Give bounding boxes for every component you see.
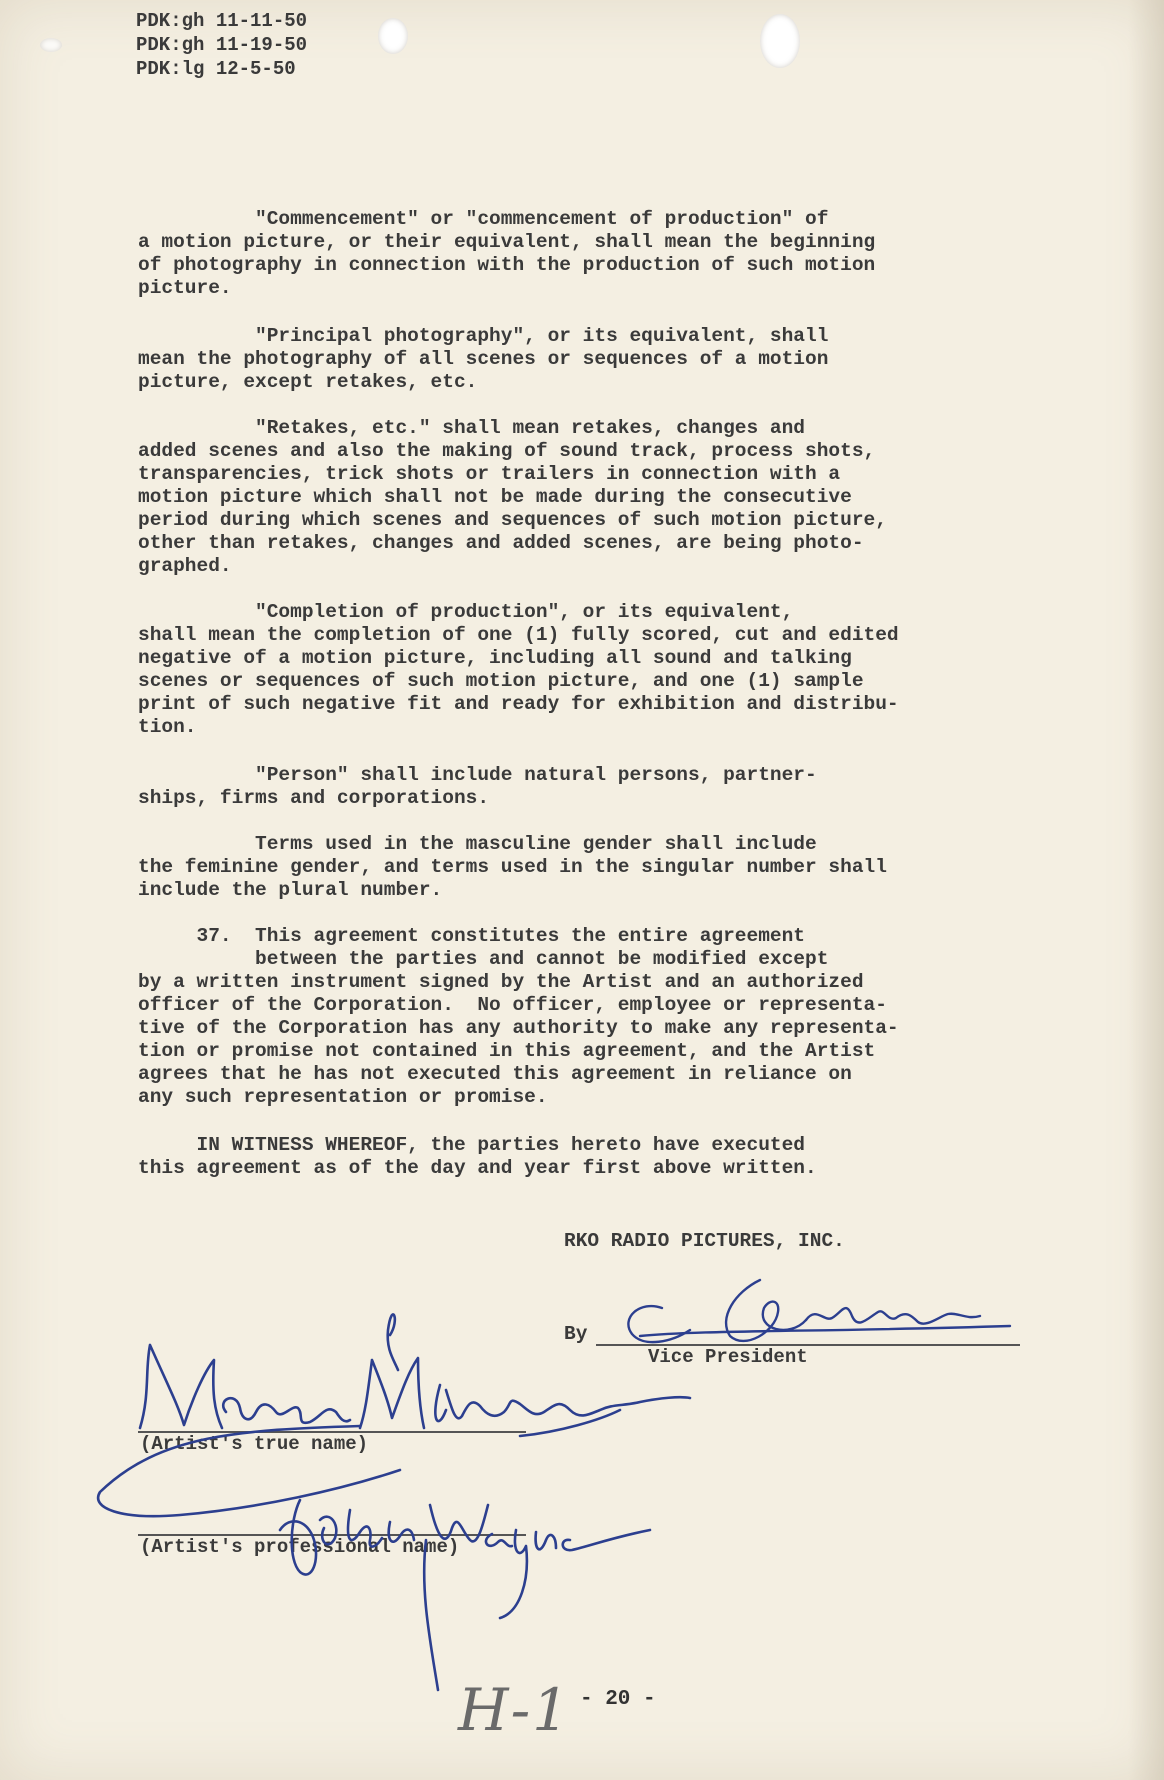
typist-reference-1: PDK:gh 11-11-50 (136, 10, 308, 32)
text-line: print of such negative fit and ready for exhibition and distribu- (138, 693, 899, 715)
typist-reference-3: PDK:lg 12-5-50 (136, 58, 296, 80)
text-line: of photography in connection with the production of such motion (138, 254, 876, 276)
paragraph-principal-photography (138, 325, 1038, 394)
text-line: "Completion of production", or its equivalent, (138, 601, 794, 623)
text-line: the feminine gender, and terms used in the singular number shall (138, 856, 887, 878)
text-line: transparencies, trick shots or trailers in connection with a (138, 463, 841, 485)
paragraph-commencement (138, 208, 1038, 300)
text-line: picture. (138, 277, 232, 299)
paragraph-person (138, 764, 1038, 810)
text-line: period during which scenes and sequences of such motion picture, (138, 509, 887, 531)
vice-president-label: Vice President (648, 1346, 808, 1368)
paragraph-completion (138, 601, 1038, 739)
text-line: any such representation or promise. (138, 1086, 548, 1108)
punch-hole (760, 14, 800, 68)
text-line: other than retakes, changes and added scenes, are being photo- (138, 532, 864, 554)
text-line: "Retakes, etc." shall mean retakes, changes and (138, 417, 806, 439)
text-line: include the plural number. (138, 879, 443, 901)
text-line: this agreement as of the day and year first above written. (138, 1157, 817, 1179)
text-line: picture, except retakes, etc. (138, 371, 478, 393)
paper-edge-shadow (1128, 0, 1164, 1780)
text-line: motion picture which shall not be made during the consecutive (138, 486, 852, 508)
text-line: "Principal photography", or its equivalent, shall (138, 325, 829, 347)
text-line: tion. (138, 716, 197, 738)
text-line: between the parties and cannot be modified except (138, 948, 829, 970)
text-line: scenes or sequences of such motion picture, and one (1) sample (138, 670, 864, 692)
artist-professional-name-label: (Artist's professional name) (140, 1536, 460, 1558)
punch-hole (378, 18, 408, 54)
typist-reference-2: PDK:gh 11-19-50 (136, 34, 308, 56)
paragraph-clause-37 (138, 925, 1038, 1109)
text-line: agrees that he has not executed this agreement in reliance on (138, 1063, 852, 1085)
paragraph-retakes (138, 417, 1038, 578)
signature-artist-professional-name (280, 1500, 650, 1690)
text-line: graphed. (138, 555, 232, 577)
text-line: added scenes and also the making of sound track, process shots, (138, 440, 876, 462)
text-line: a motion picture, or their equivalent, shall mean the beginning (138, 231, 876, 253)
text-line: tion or promise not contained in this agreement, and the Artist (138, 1040, 876, 1062)
text-line: "Commencement" or "commencement of production" of (138, 208, 829, 230)
paragraph-witness (138, 1134, 1038, 1180)
company-name: RKO RADIO PICTURES, INC. (564, 1230, 845, 1252)
text-line: officer of the Corporation. No officer, employee or representa- (138, 994, 887, 1016)
text-line: shall mean the completion of one (1) fully scored, cut and edited (138, 624, 899, 646)
signature-vice-president (628, 1280, 1010, 1342)
text-line: ships, firms and corporations. (138, 787, 490, 809)
paper-tear (40, 38, 62, 52)
page-number: - 20 - (580, 1688, 656, 1711)
text-line: mean the photography of all scenes or sequences of a motion (138, 348, 829, 370)
pencil-annotation: H-1 (458, 1676, 572, 1744)
text-line: by a written instrument signed by the Artist and an authorized (138, 971, 864, 993)
artist-true-name-label: (Artist's true name) (140, 1433, 369, 1455)
paragraph-terms (138, 833, 1038, 902)
text-line: negative of a motion picture, including all sound and talking (138, 647, 852, 669)
text-line: 37. This agreement constitutes the entire agreement (138, 925, 806, 947)
text-line: IN WITNESS WHEREOF, the parties hereto have executed (138, 1134, 806, 1156)
by-label: By (564, 1323, 588, 1345)
text-line: "Person" shall include natural persons, partner- (138, 764, 817, 786)
text-line: tive of the Corporation has any authority to make any representa- (138, 1017, 899, 1039)
text-line: Terms used in the masculine gender shall include (138, 833, 817, 855)
